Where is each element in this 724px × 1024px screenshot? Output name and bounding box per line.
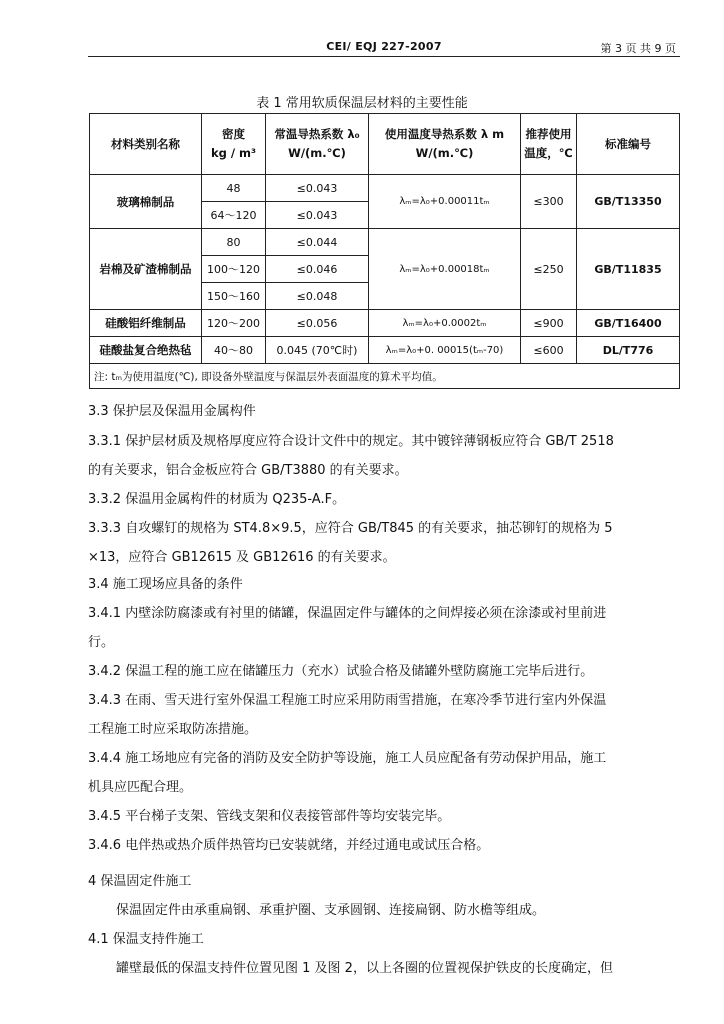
temperature-cell: ≤250 (521, 229, 577, 310)
formula-cell: λₘ=λ₀+0.00011tₘ (369, 175, 521, 229)
paragraph-line: 3.4.3 在雨、雪天进行室外保温工程施工时应采用防雨雪措施，在寒冷季节进行室内外保温 (88, 693, 607, 708)
standard-cell: DL/T776 (577, 337, 680, 364)
paragraph-line: 3.4.5 平台梯子支架、管线支架和仪表接管部件等均安装完毕。 (88, 809, 451, 824)
table-note-row (90, 364, 680, 389)
conductivity-cell: 0.045 (70℃时) (266, 337, 369, 364)
conductivity-cell: ≤0.056 (266, 310, 369, 337)
table-row (90, 310, 680, 337)
conductivity-cell: ≤0.044 (266, 229, 369, 256)
header-density: 密度 kg / m³ (202, 114, 266, 175)
paragraph-line: 3.4.2 保温工程的施工应在储罐压力（充水）试验合格及储罐外壁防腐施工完毕后进行。 (88, 664, 594, 679)
page-header (88, 38, 680, 57)
table-row (90, 175, 680, 202)
paragraph-line: 的有关要求，铝合金板应符合 GB/T3880 的有关要求。 (88, 463, 408, 478)
materials-table (89, 113, 680, 389)
density-cell: 48 (202, 175, 266, 202)
formula-cell: λₘ=λ₀+0. 00015(tₘ-70) (369, 337, 521, 364)
document-code: CEI/ EQJ 227-2007 (326, 40, 442, 53)
conductivity-cell: ≤0.046 (266, 256, 369, 283)
table-header-row (90, 114, 680, 175)
paragraph-line: 3.4.6 电伴热或热介质伴热管均已安装就绪，并经过通电或试压合格。 (88, 838, 490, 853)
material-name: 玻璃棉制品 (90, 175, 202, 229)
material-name: 硅酸盐复合绝热毡 (90, 337, 202, 364)
section-heading: 3.4 施工现场应具备的条件 (88, 577, 243, 592)
paragraph-line: 罐壁最低的保温支持件位置见图 1 及图 2，以上各圈的位置视保护铁皮的长度确定，但 (116, 961, 613, 976)
table-caption: 表 1 常用软质保温层材料的主要性能 (256, 96, 468, 111)
standard-cell: GB/T16400 (577, 310, 680, 337)
paragraph-line: ×13，应符合 GB12615 及 GB12616 的有关要求。 (88, 550, 396, 565)
density-cell: 120～200 (202, 310, 266, 337)
section-heading: 4 保温固定件施工 (88, 874, 192, 889)
conductivity-cell: ≤0.043 (266, 175, 369, 202)
paragraph-line: 机具应匹配合理。 (88, 780, 193, 795)
header-standard: 标准编号 (577, 114, 680, 175)
paragraph-line: 3.4.4 施工场地应有完备的消防及安全防护等设施，施工人员应配备有劳动保护用品，施工 (88, 751, 607, 766)
paragraph-line: 3.3.1 保护层材质及规格厚度应符合设计文件中的规定。其中镀锌薄钢板应符合 GB/T 2518 (88, 434, 614, 449)
header-conductivity: 常温导热系数 λ₀ W/(m.℃) (266, 114, 369, 175)
material-name: 硅酸铝纤维制品 (90, 310, 202, 337)
paragraph-line: 保温固定件由承重扁钢、承重护圈、支承圆钢、连接扁钢、防水檐等组成。 (116, 903, 546, 918)
density-cell: 80 (202, 229, 266, 256)
header-use-conductivity: 使用温度导热系数 λ m W/(m.℃) (369, 114, 521, 175)
paragraph-line: 行。 (88, 635, 115, 650)
material-name: 岩棉及矿渣棉制品 (90, 229, 202, 310)
temperature-cell: ≤900 (521, 310, 577, 337)
formula-cell: λₘ=λ₀+0.00018tₘ (369, 229, 521, 310)
header-temperature: 推荐使用 温度，℃ (521, 114, 577, 175)
standard-cell: GB/T11835 (577, 229, 680, 310)
table-note: 注: tₘ为使用温度(℃), 即设备外壁温度与保温层外表面温度的算术平均值。 (90, 364, 680, 389)
section-heading: 3.3 保护层及保温用金属构件 (88, 404, 256, 419)
density-cell: 150～160 (202, 283, 266, 310)
density-cell: 100～120 (202, 256, 266, 283)
paragraph-line: 3.3.3 自攻螺钉的规格为 ST4.8×9.5，应符合 GB/T845 的有关要求，抽芯铆钉的规格为 5 (88, 521, 613, 536)
paragraph-line: 3.3.2 保温用金属构件的材质为 Q235-A.F。 (88, 492, 346, 507)
density-cell: 40～80 (202, 337, 266, 364)
temperature-cell: ≤300 (521, 175, 577, 229)
standard-cell: GB/T13350 (577, 175, 680, 229)
paragraph-line: 工程施工时应采取防冻措施。 (88, 722, 258, 737)
conductivity-cell: ≤0.048 (266, 283, 369, 310)
temperature-cell: ≤600 (521, 337, 577, 364)
page-number: 第 3 页 共 9 页 (600, 42, 676, 55)
formula-cell: λₘ=λ₀+0.0002tₘ (369, 310, 521, 337)
paragraph-line: 3.4.1 内壁涂防腐漆或有衬里的储罐，保温固定件与罐体的之间焊接必须在涂漆或衬里前进 (88, 606, 607, 621)
density-cell: 64～120 (202, 202, 266, 229)
section-heading: 4.1 保温支持件施工 (88, 932, 204, 947)
table-row (90, 229, 680, 256)
table-row (90, 337, 680, 364)
conductivity-cell: ≤0.043 (266, 202, 369, 229)
header-name: 材料类别名称 (90, 114, 202, 175)
